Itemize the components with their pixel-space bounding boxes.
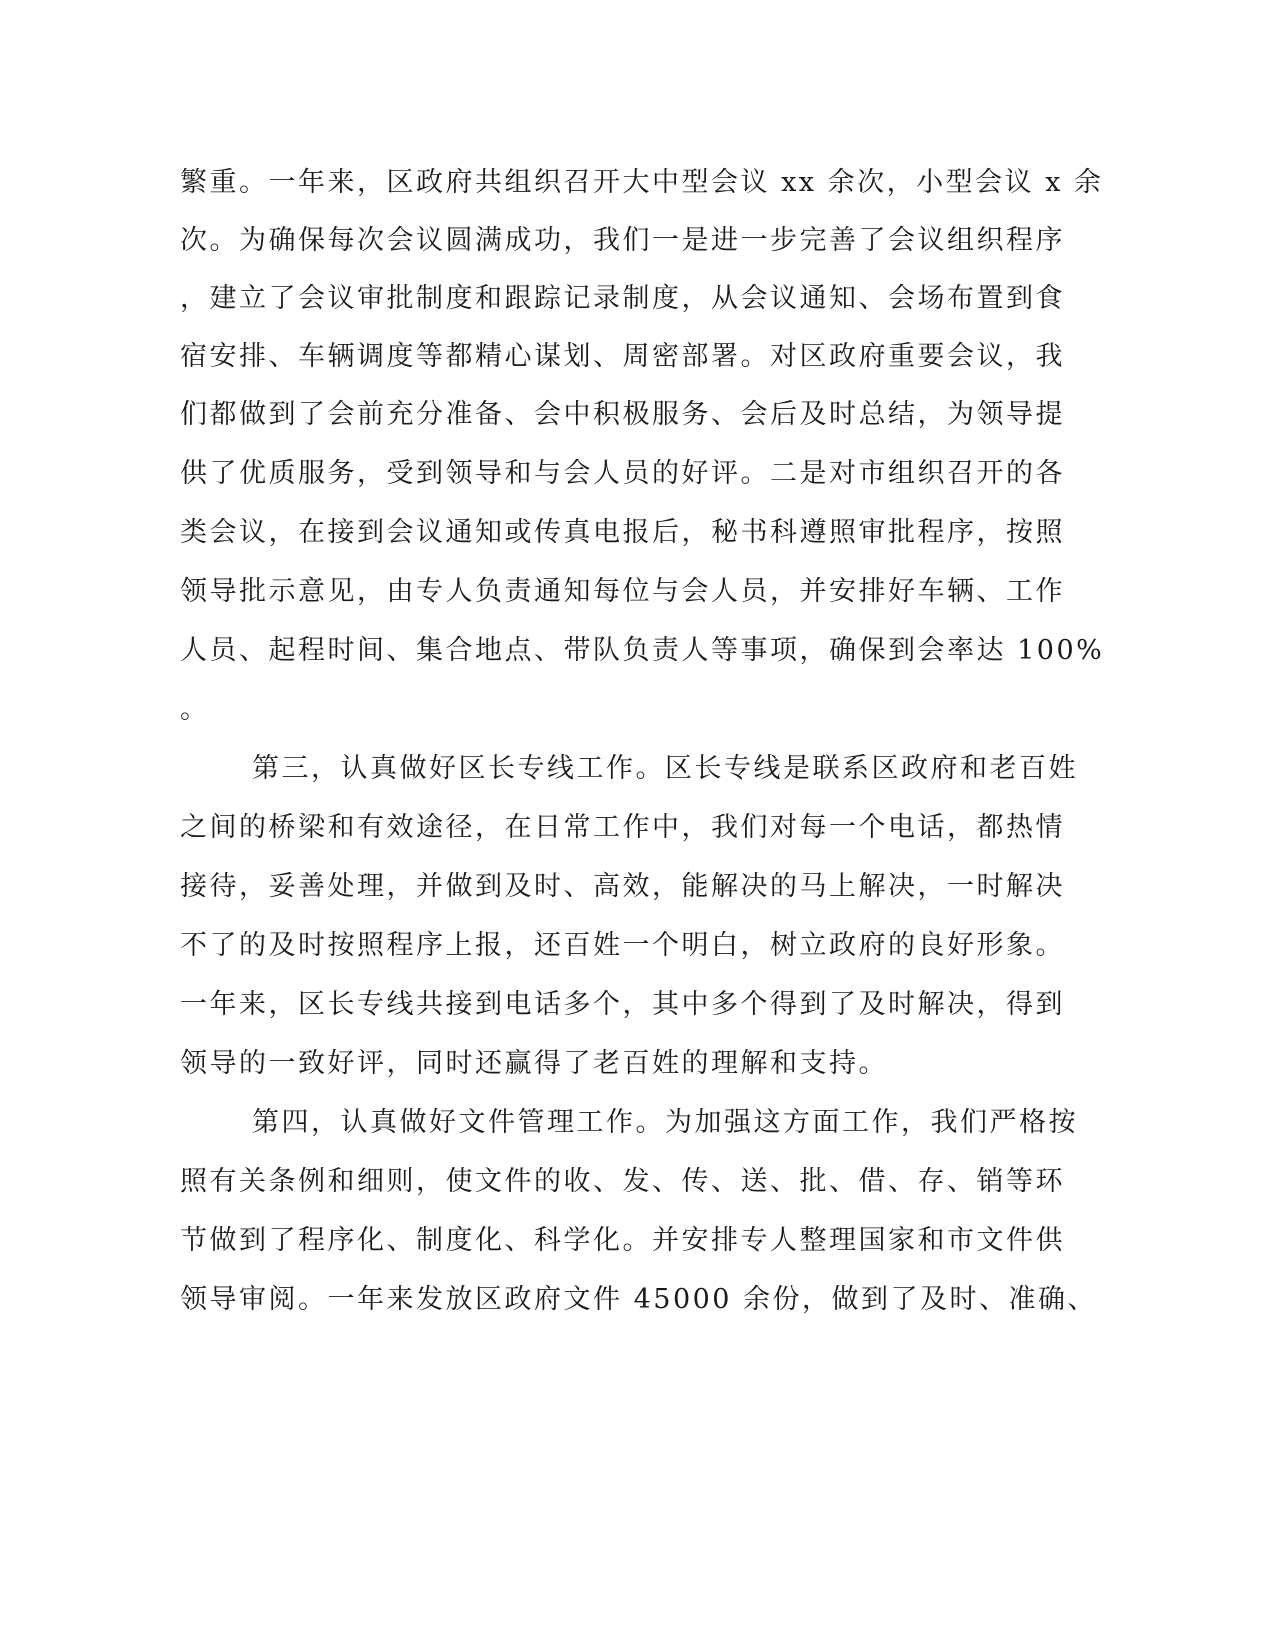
text-line: 次。为确保每次会议圆满成功，我们一是进一步完善了会议组织程序 [180,225,1065,256]
text-line: 照有关条例和细则，使文件的收、发、传、送、批、借、存、销等环 [180,1166,1065,1197]
text-line: 宿安排、车辆调度等都精心谋划、周密部署。对区政府重要会议，我 [180,341,1065,372]
text-line: 领导的一致好评，同时还赢得了老百姓的理解和支持。 [180,1048,888,1079]
text-line: 接待，妥善处理，并做到及时、高效，能解决的马上解决，一时解决 [180,871,1065,902]
paragraph-start-line: 第三，认真做好区长专线工作。区长专线是联系区政府和老百姓 [252,753,1078,784]
text-line: 不了的及时按照程序上报，还百姓一个明白，树立政府的良好形象。 [180,930,1065,961]
text-line: 领导审阅。一年来发放区政府文件 45000 余份，做到了及时、准确、 [180,1284,1098,1315]
text-line: 之间的桥梁和有效途径，在日常工作中，我们对每一个电话，都热情 [180,812,1065,843]
paragraph-start-line: 第四，认真做好文件管理工作。为加强这方面工作，我们严格按 [252,1107,1078,1138]
text-line: 类会议，在接到会议通知或传真电报后，秘书科遵照审批程序，按照 [180,517,1065,548]
text-line: 人员、起程时间、集合地点、带队负责人等事项，确保到会率达 100% [180,635,1105,666]
text-line: 一年来，区长专线共接到电话多个，其中多个得到了及时解决，得到 [180,989,1065,1020]
text-line: 们都做到了会前充分准备、会中积极服务、会后及时总结，为领导提 [180,399,1065,430]
text-line: 。 [180,694,210,725]
text-line: 繁重。一年来，区政府共组织召开大中型会议 xx 余次，小型会议 x 余 [180,167,1104,198]
text-line: 领导批示意见，由专人负责通知每位与会人员，并安排好车辆、工作 [180,576,1065,607]
text-line: 供了优质服务，受到领导和与会人员的好评。二是对市组织召开的各 [180,458,1065,489]
text-line: 节做到了程序化、制度化、科学化。并安排专人整理国家和市文件供 [180,1225,1065,1256]
text-line: ，建立了会议审批制度和跟踪记录制度，从会议通知、会场布置到食 [180,283,1065,314]
